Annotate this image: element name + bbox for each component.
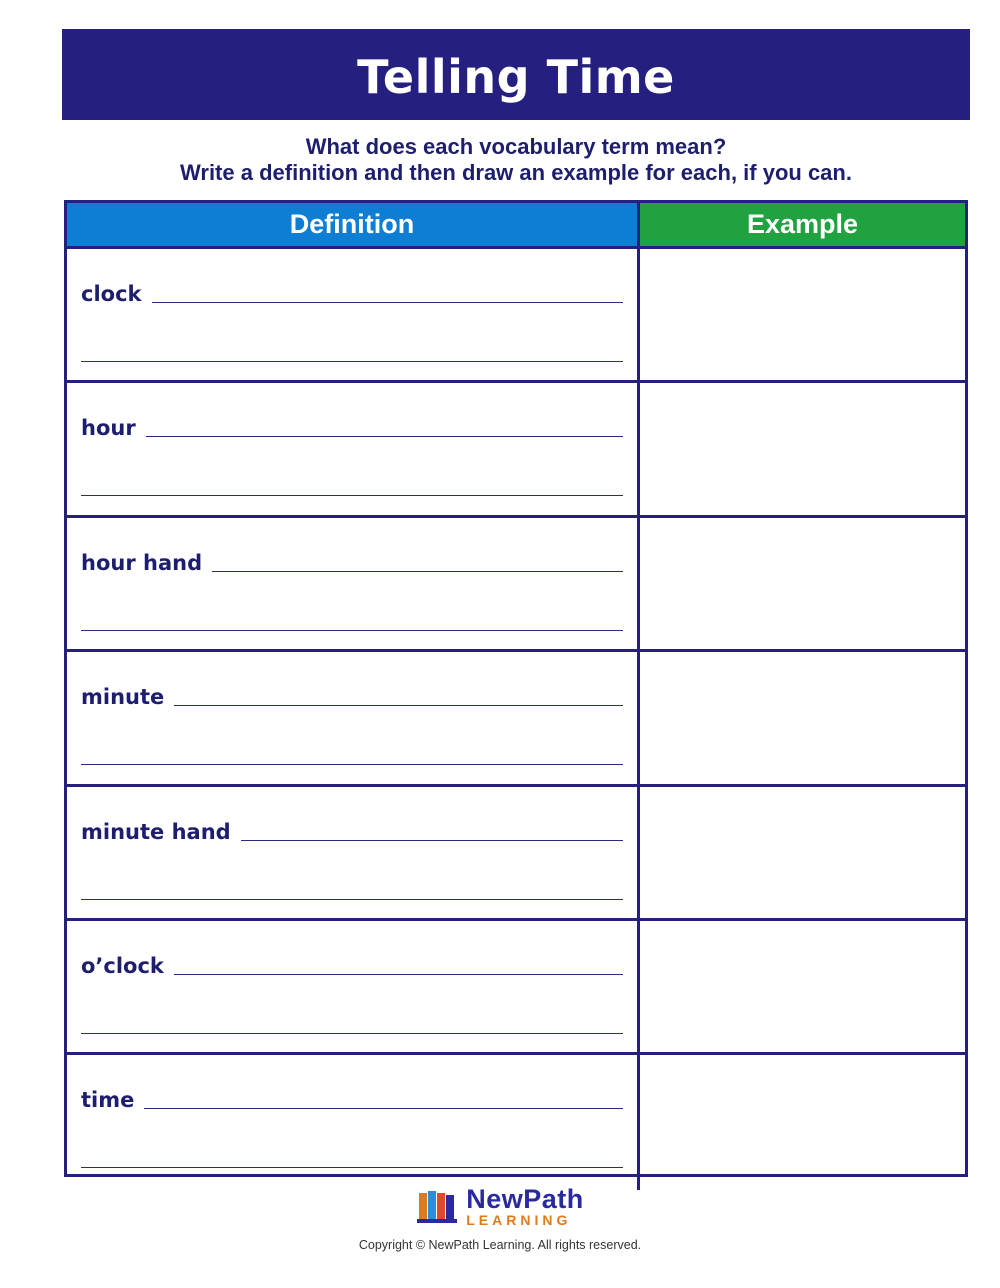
definition-cell[interactable] xyxy=(67,1055,640,1189)
answer-line xyxy=(241,840,623,841)
answer-line xyxy=(81,1167,623,1168)
example-cell[interactable] xyxy=(640,652,965,783)
definition-header: Definition xyxy=(67,203,640,249)
vocab-term: minute hand xyxy=(81,819,231,844)
vocab-term: minute xyxy=(81,685,165,710)
answer-line xyxy=(144,1108,623,1109)
vocab-term: hour xyxy=(81,416,136,441)
vocab-term: time xyxy=(81,1088,135,1113)
table-row xyxy=(67,787,965,921)
instructions-line-2: Write a definition and then draw an example for each, if you can. xyxy=(180,160,852,185)
answer-line xyxy=(81,1033,623,1034)
title-banner xyxy=(62,29,970,120)
copyright-notice: Copyright © NewPath Learning. All rights reserved. xyxy=(358,1237,642,1252)
table-body xyxy=(67,249,965,1190)
answer-line xyxy=(81,495,623,496)
table-row xyxy=(67,1055,965,1189)
vocab-term: hour hand xyxy=(81,550,203,575)
answer-line xyxy=(146,436,623,437)
answer-line xyxy=(81,764,623,765)
example-cell[interactable] xyxy=(640,921,965,1052)
table-row xyxy=(67,518,965,652)
answer-line xyxy=(81,899,623,900)
table-header xyxy=(67,203,965,249)
example-header: Example xyxy=(640,203,965,249)
definition-cell[interactable] xyxy=(67,787,640,918)
example-cell[interactable] xyxy=(640,383,965,514)
vocabulary-table xyxy=(64,200,968,1177)
answer-line xyxy=(81,361,623,362)
definition-cell[interactable] xyxy=(67,921,640,1052)
instructions-line-1: What does each vocabulary term mean? xyxy=(305,134,727,159)
definition-cell[interactable] xyxy=(67,652,640,783)
answer-line xyxy=(174,705,623,706)
answer-line xyxy=(212,571,623,572)
definition-cell[interactable] xyxy=(67,518,640,649)
example-cell[interactable] xyxy=(640,787,965,918)
newpath-logo xyxy=(416,1186,584,1227)
instructions xyxy=(62,134,970,186)
logo-wordmark-top: NewPath xyxy=(466,1184,584,1214)
vocab-term: o’clock xyxy=(81,953,164,978)
footer xyxy=(0,1186,1000,1252)
answer-line xyxy=(152,302,624,303)
answer-line xyxy=(81,630,623,631)
definition-cell[interactable] xyxy=(67,249,640,380)
example-cell[interactable] xyxy=(640,518,965,649)
page-title: Telling Time xyxy=(357,49,675,104)
table-row xyxy=(67,921,965,1055)
table-row xyxy=(67,383,965,517)
books-icon xyxy=(416,1187,460,1227)
example-cell[interactable] xyxy=(640,1055,965,1189)
definition-cell[interactable] xyxy=(67,383,640,514)
answer-line xyxy=(174,974,623,975)
table-row xyxy=(67,652,965,786)
example-cell[interactable] xyxy=(640,249,965,380)
logo-wordmark-bottom: LEARNING xyxy=(466,1212,572,1228)
table-row xyxy=(67,249,965,383)
vocab-term: clock xyxy=(81,282,142,306)
